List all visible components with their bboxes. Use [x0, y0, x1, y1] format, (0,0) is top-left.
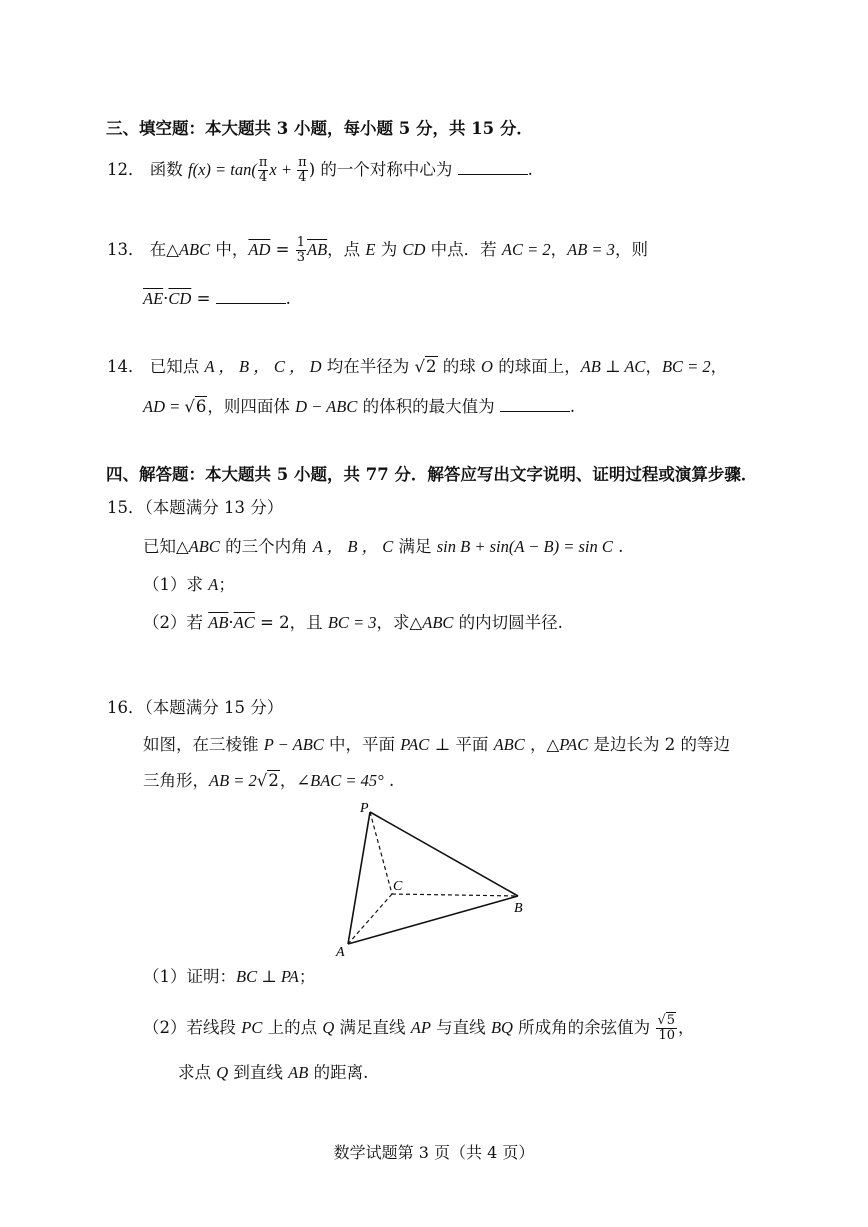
edge-PC: [370, 812, 392, 894]
question-12: 12． 函数 f(x) = tan( $\frac{\pi}{4}$ x + $\frac{\pi}{4}$ ) 的一个对称中心为 .: [107, 155, 533, 185]
label-C: C: [393, 879, 403, 894]
question-15-header: [107, 497, 283, 519]
fraction: $\frac{\pi}{4}$: [258, 155, 268, 185]
fraction: $\frac{√5}{10}$: [657, 1013, 676, 1043]
question-15-part2: （2）若 $\overline{AB}\cdot\overline{AC} = 2$，且 BC = 3，求△ABC 的内切圆半径.: [143, 613, 563, 632]
answer-blank[interactable]: [458, 160, 528, 175]
question-14-line2: AD = √6，则四面体 D − ABC 的体积的最大值为 .: [143, 397, 576, 416]
answer-blank[interactable]: [500, 397, 570, 412]
question-number: 14．: [107, 357, 145, 376]
pyramid-figure: [330, 796, 540, 961]
label-B: B: [514, 901, 523, 916]
label-A: A: [336, 945, 345, 960]
edge-CB: [392, 894, 518, 896]
edge-PA: [348, 812, 370, 944]
question-14: 14． 已知点 A ， B ， C ， D 均在半径为 √2 的球 O 的球面上，AB ⊥ AC，BC = 2，: [107, 357, 728, 376]
question-13-line2: $\overline{AE}\cdot\overline{CD}$ = .: [143, 289, 291, 308]
question-15-part1: （1）求 A；: [143, 575, 235, 594]
section-heading-4: 四、解答题：本大题共 5 小题，共 77 分．解答应写出文字说明、证明过程或演算步骤．: [106, 465, 758, 484]
label-P: P: [360, 801, 369, 816]
question-16-part2: （2）若线段 PC 上的点 Q 满足直线 AP 与直线 BQ 所成角的余弦值为 $\frac{√5}{10}$ ，: [143, 1013, 695, 1043]
question-15-stem: 已知△ABC 的三个内角 A ， B ， C 满足 sin B + sin(A − B) = sin C .: [143, 537, 624, 556]
question-16-stem: 如图，在三棱锥 P − ABC 中，平面 PAC ⊥ 平面 ABC ，△PAC 是边长为 2 的等边: [143, 735, 730, 754]
question-16-part2-line2: 求点 Q 到直线 AB 的距离.: [178, 1063, 369, 1082]
question-16-stem-line2: 三角形，AB = 2√2，∠BAC = 45° .: [143, 771, 395, 790]
score-note: （本题满分 13 分）: [144, 498, 284, 517]
page-footer: 数学试题第 3 页（共 4 页）: [333, 1143, 535, 1162]
question-16-header: [107, 697, 283, 719]
question-number: 12．: [107, 160, 145, 179]
question-number: 15．: [107, 498, 145, 517]
question-13: 13． 在△ABC 中，$\overline{AD}$ = $\frac{1}{3}$ $\overline{AB}$，点 E 为 CD 中点．若 AC = 2，AB = 3，则: [107, 235, 648, 265]
answer-blank[interactable]: [216, 289, 286, 304]
section-heading-3: 三、填空题：本大题共 3 小题，每小题 5 分，共 15 分．: [106, 119, 533, 138]
question-number: 13．: [107, 240, 145, 259]
fraction: $\frac{\pi}{4}$: [298, 155, 307, 185]
question-16-part1: （1）证明：BC ⊥ PA；: [143, 967, 316, 986]
edge-AB: [348, 896, 518, 944]
fraction: $\frac{1}{3}$: [296, 235, 305, 265]
question-number: 16．: [107, 698, 145, 717]
score-note: （本题满分 15 分）: [144, 698, 284, 717]
